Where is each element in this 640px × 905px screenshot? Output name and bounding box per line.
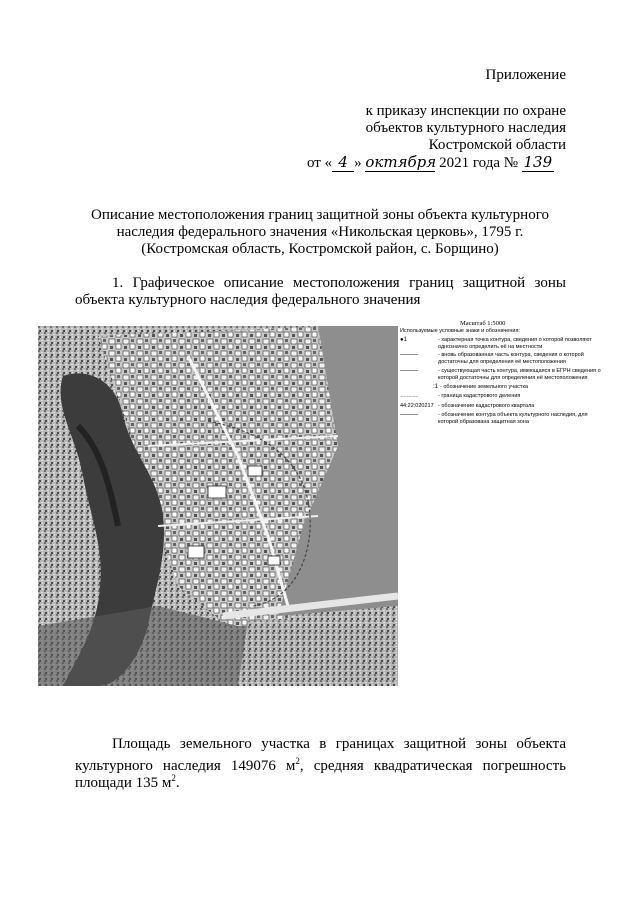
date-prefix: от « <box>307 155 333 171</box>
legend-text: - существующая часть контура, имеющаяся в ЕГРН сведения о которой достаточны для определения её местоположения <box>438 368 601 381</box>
legend-symbol: :1 <box>432 384 438 390</box>
legend-row <box>400 412 605 426</box>
area-line1: Площадь земельного участка в границах защитной зоны объекта <box>112 736 566 752</box>
legend-text: - обозначение земельного участка <box>440 384 529 390</box>
legend-row <box>400 368 605 382</box>
area-error-unit-sup: 2 <box>171 773 176 783</box>
area-value: культурного наследия 149076 м <box>75 758 296 774</box>
legend-symbol: ●1 <box>400 337 407 343</box>
date-year: 2021 года № <box>439 155 519 171</box>
doc-title-line3: (Костромская область, Костромской район, с. Борщино) <box>141 241 499 257</box>
order-date-line <box>307 153 572 172</box>
map-legend <box>400 320 605 440</box>
legend-text: - граница кадастрового деления <box>438 393 521 399</box>
legend-symbol: ——— <box>400 368 418 374</box>
area-line3 <box>75 769 566 792</box>
map-scale: Масштаб 1:5000 <box>460 320 506 327</box>
appendix-label: Приложение <box>485 67 566 83</box>
aerial-photo-map <box>38 326 398 686</box>
legend-symbol: ——— <box>400 412 418 418</box>
legend-text: - вновь образованная часть контура, сведения о которой достаточны для определения её местоположения <box>438 352 584 365</box>
legend-row <box>400 352 605 366</box>
section1-line2: объекта культурного наследия федерального значения <box>75 292 421 308</box>
order-number: 139 <box>523 153 553 171</box>
section1-line1: 1. Графическое описание местоположения границ защитной зоны <box>112 275 566 291</box>
order-ref-line3: Костромской области <box>428 137 566 153</box>
legend-row <box>400 337 605 351</box>
order-ref-line1: к приказу инспекции по охране <box>365 103 566 119</box>
area-error-text: , средняя квадратическая погрешность <box>299 758 566 774</box>
date-mid: » <box>354 155 362 171</box>
legend-text: - обозначение кадастрового квартала <box>438 403 535 409</box>
legend-text: - обозначение контура объекта культурного наследия, для которой образована защитная зона <box>438 412 588 425</box>
legend-symbol: ……… <box>400 393 418 399</box>
area-unit-sup: 2 <box>295 756 300 766</box>
date-day: 4 <box>332 153 354 172</box>
legend-symbol: ——— <box>400 352 418 358</box>
legend-row <box>400 393 605 400</box>
cadastral-map <box>38 326 398 686</box>
doc-title-line2: наследия федерального значения «Никольская церковь», 1795 г. <box>116 224 524 240</box>
legend-row <box>400 384 605 391</box>
legend-text: - характерная точка контура, сведения о которой позволяют однозначно определить её на местности <box>438 337 592 350</box>
area-period: . <box>175 775 180 791</box>
legend-title: Используемые условные знаки и обозначения: <box>400 328 520 334</box>
order-ref-line2: объектов культурного наследия <box>365 120 566 136</box>
date-month: октября <box>365 153 437 171</box>
legend-row <box>400 403 605 410</box>
area-error-value: площади 135 м <box>75 775 172 791</box>
legend-symbol: 44:22:020217 <box>400 403 434 409</box>
doc-title-line1: Описание местоположения границ защитной зоны объекта культурного <box>91 207 549 223</box>
